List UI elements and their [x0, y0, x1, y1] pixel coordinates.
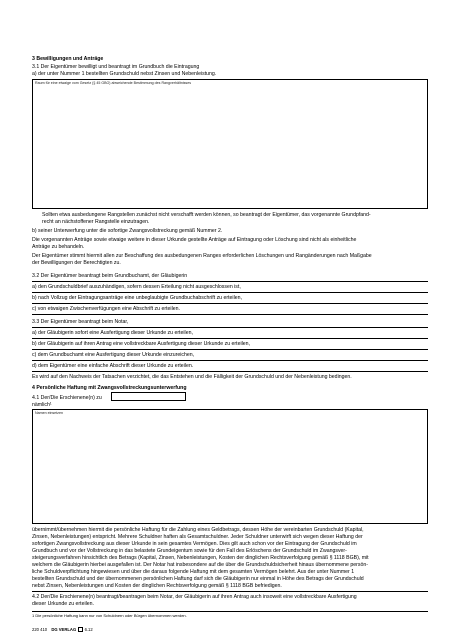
divider [32, 349, 428, 350]
divider [32, 314, 428, 315]
separate-applications-line-1: Die vorgenannten Anträge sowie etwaige weitere in dieser Urkunde gestellte Anträge auf Eintragung oder Löschung sind nicht als einheitliche [32, 237, 357, 243]
clause-3-2-a: a) den Grundschuldbrief auszuhändigen, sofern dessen Erteilung nicht ausgeschlossen ist, [32, 284, 241, 290]
clause-3-2-c: c) von etwaigen Zwischenverfügungen eine Abschrift zu erteilen. [32, 306, 180, 312]
form-code: 220 410 [32, 627, 48, 632]
clause-4-1-namely: nämlich¹ [32, 402, 52, 408]
names-input-box[interactable] [32, 409, 428, 524]
clause-3-2-b: b) nach Vollzug der Eintragungsanträge eine unbeglaubigte Grundbuchabschrift zu erteilen, [32, 295, 242, 301]
liability-line: Zinsen, Nebenleistungen) entspricht. Mehrere Schuldner haften als Gesamtschuldner. Jeder Schuldner unterwirft sich wegen dieser Haftung der [32, 534, 363, 540]
clause-3-3: 3.3 Der Eigentümer beantragt beim Notar, [32, 319, 129, 325]
form-edition: 6.12 [84, 627, 93, 632]
page-footer [32, 627, 93, 633]
liability-line: übernimmt/übernehmen hiermit die persönliche Haftung für die Zahlung eines Geldbetrags, dessen Höhe der vereinbarten Grundschuld (Kapital, [32, 527, 364, 533]
clause-3-3-a: a) der Gläubigerin sofort eine Ausfertigung dieser Urkunde zu erteilen, [32, 330, 193, 336]
consent-line-1: Der Eigentümer stimmt hiermit allen zur Beschaffung des ausbedungenen Ranges erforderlichen Löschungen und Rangänderungen nach Maßgabe [32, 253, 372, 259]
rank-box-hint: Raum für eine etwaige vom Gesetz (§ 45 GBO) abweichende Bestimmung des Rangverhältnisses [35, 81, 192, 85]
rank-ratio-input-box[interactable] [32, 79, 428, 209]
clause-3-1-b: b) seiner Unterwerfung unter die sofortige Zwangsvollstreckung gemäß Nummer 2. [32, 228, 223, 234]
liability-line: welchem die Gläubigerin hierbei ausgefallen ist. Der Notar hat insbesondere auf die über die Grundschuldsicherheit hinaus übernommene persön- [32, 562, 368, 568]
clause-4-1-label: 4.1 Der/Die Erschienene(n) zu [32, 395, 102, 401]
section-3-heading: 3 Bewilligungen und Anträge [32, 56, 104, 62]
clause-3-3-d: d) dem Eigentümer eine einfache Abschrift dieser Urkunde zu erteilen. [32, 363, 194, 369]
clause-3-1: 3.1 Der Eigentümer bewilligt und beantragt im Grundbuch die Eintragung [32, 64, 200, 70]
divider [32, 303, 428, 304]
divider [32, 281, 428, 282]
divider [32, 371, 428, 372]
after-box-line-2: recht an nächstoffener Rangstelle einzutragen. [42, 219, 150, 225]
divider [32, 327, 428, 328]
liability-line: bestellten Grundschuld und der übernommenen persönlichen Haftung darf sich die Gläubigerin nur einmal in Höhe des Betrags der Grundschuld [32, 576, 364, 582]
liability-line: sofortigen Zwangsvollstreckung aus dieser Urkunde in sein gesamtes Vermögen. Dies gilt auch schon vor der Eintragung der Grundschuld im [32, 541, 357, 547]
divider [32, 292, 428, 293]
names-box-hint: Namen einsetzen [35, 411, 63, 415]
divider [32, 591, 428, 592]
divider [32, 338, 428, 339]
clause-3-3-c: c) dem Grundbuchamt eine Ausfertigung dieser Urkunde einzureichen, [32, 352, 195, 358]
publisher-logo-icon [78, 627, 83, 632]
consent-line-2: der Bewilligungen der Berechtigten zu. [32, 260, 121, 266]
appearer-number-field[interactable] [111, 392, 186, 401]
clause-3-2-text: 3.2 Der Eigentümer beantragt beim Grundbuchamt, der Gläubigerin [32, 273, 188, 279]
footnote-divider [32, 611, 428, 612]
liability-line: steigerungsverfahren hinsichtlich des Betrags (Kapital, Zinsen, Nebenleistungen, Kosten der dinglichen Rechtsverfolgung gemäß § 1118 BGB), mit [32, 555, 369, 561]
divider [32, 360, 428, 361]
liability-line: Grundbuch und vor der Vollstreckung in das belastete Grundeigentum sowie für den Fall des Erlöschens der Grundschuld im Zwangsver- [32, 548, 347, 554]
publisher-name: DG VERLAG [51, 627, 77, 632]
footnote: 1 Die persönliche Haftung kann nur von Schuldnern oder Bürgen übernommen werden. [32, 613, 187, 618]
section-4-heading: 4 Persönliche Haftung mit Zwangsvollstreckungsunterwerfung [32, 385, 187, 391]
liability-line: nebst Zinsen, Nebenleistungen und Kosten der dinglichen Rechtsverfolgung gemäß § 1118 BGB befriedigen. [32, 583, 282, 589]
after-box-line-1: Sollten etwa ausbedungene Rangstellen zunächst nicht verschafft werden können, so beantragt der Eigentümer, das vorgenannte Grundpfand- [42, 212, 371, 218]
clause-4-2-line-1: 4.2 Der/Die Erschienene(n) beantragt/beantragen beim Notar, der Gläubigerin auf ihren Antrag auch insoweit eine vollstreckbare Ausfertigung [32, 594, 357, 600]
waiver-note: Es wird auf den Nachweis der Tatsachen verzichtet, die das Entstehen und die Fälligkeit der Grundschuld und der Nebenleistung bedingen. [32, 374, 352, 380]
clause-3-1-a: a) der unter Nummer 1 bestellten Grundschuld nebst Zinsen und Nebenleistung. [32, 71, 217, 77]
clause-3-3-b: b) der Gläubigerin auf ihren Antrag eine vollstreckbare Ausfertigung dieser Urkunde zu erteilen, [32, 341, 250, 347]
separate-applications-line-2: Anträge zu behandeln. [32, 244, 85, 250]
liability-line: liche Schuldverpflichtung hingewiesen und über die daraus folgende Haftung mit dem gesamten Vermögen belehrt. Aus der unter Nummer 1 [32, 569, 355, 575]
clause-4-2-line-2: dieser Urkunde zu erteilen. [32, 601, 94, 607]
